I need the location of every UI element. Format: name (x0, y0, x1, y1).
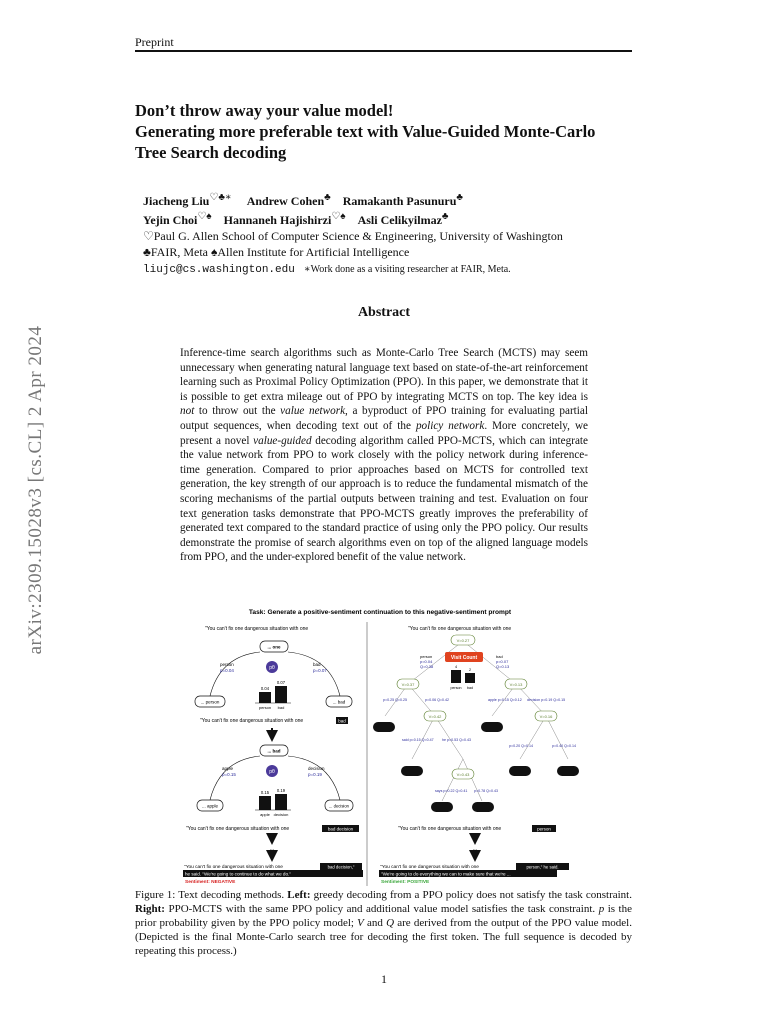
left-child-label: ... apple (201, 803, 219, 809)
left-final-token: bad decision," (327, 864, 355, 870)
leaf-node (472, 802, 494, 812)
abstract-emph: policy network (415, 419, 485, 432)
leaf-node (401, 766, 423, 776)
caption-bold: Left: (287, 889, 311, 901)
right-stat: said p=0.15 Q=0.47 (402, 738, 434, 742)
left-step2-token: bad decision (327, 826, 354, 832)
abstract-emph: not (180, 405, 195, 418)
arxiv-stamp (16, 290, 56, 690)
header-rule (135, 50, 632, 52)
title-line-1: Don’t throw away your value model! (135, 101, 394, 120)
left-opt-prob: p=0.19 (308, 772, 322, 777)
right-prompt: "You can't fix one dangerous situation with one (408, 626, 512, 632)
ellipsis: ... (269, 846, 275, 852)
left-final-line2: he said. "We're going to continue to do what we do." (185, 871, 291, 877)
visit-count-label: Visit Count (450, 655, 478, 661)
left-child-label: ... person (200, 699, 220, 705)
right-stat: p=0.06 Q=0.42 (425, 698, 449, 702)
bar-label: person (450, 686, 462, 690)
right-opt-label: person (420, 654, 433, 659)
leaf-node (557, 766, 579, 776)
right-final-token: person," he said. (526, 864, 559, 870)
left-opt-prob: p=0.04 (220, 668, 234, 673)
bar (275, 686, 287, 703)
right-opt-q: Q=0.13 (496, 664, 510, 669)
caption-bold: Right: (135, 903, 165, 915)
policy-label: pθ (269, 665, 275, 671)
bar-value: 2 (468, 668, 472, 672)
value-label: V=0.16 (539, 714, 553, 719)
caption-text: PPO-MCTS with the same PPO policy and additional value model satisfies the task constraint. (164, 903, 599, 915)
author-sup: ♣ (441, 211, 449, 222)
value-label: V=0.43 (456, 772, 470, 777)
bar-value: 4 (454, 665, 458, 669)
right-opt-label: bad (496, 654, 503, 659)
left-step1-prefix: "You can't fix one dangerous situation with one (200, 718, 304, 724)
author-name: Ramakanth Pasunuru (342, 194, 457, 208)
author-line-1 (143, 190, 563, 209)
author-line-2 (143, 209, 563, 228)
bar-value: 0.07 (276, 680, 286, 685)
author-name: Hannaneh Hajishirzi (223, 213, 332, 227)
left-opt-prob: p=0.07 (313, 668, 327, 673)
caption-label: Figure 1: (135, 889, 176, 901)
bar-value: 0.15 (260, 790, 270, 795)
right-stat: he p=0.53 Q=0.43 (442, 738, 471, 742)
caption-math: Q (386, 917, 395, 929)
bar-label: bad (467, 686, 473, 690)
author-name: Jiacheng Liu (143, 194, 210, 208)
left-opt-label: apple (222, 766, 234, 771)
bar-value: 0.19 (276, 788, 286, 793)
caption-text: and (363, 917, 387, 929)
left-step2-prefix: "You can't fix one dangerous situation with one (186, 826, 290, 832)
left-opt-prob: p=0.15 (222, 772, 236, 777)
right-stat: apple p=0.15 Q=0.12 (488, 698, 522, 702)
affiliation-2: ♣FAIR, Meta ♠Allen Institute for Artificial Intelligence (143, 245, 410, 259)
policy-label: pθ (269, 769, 275, 775)
right-stat: p=0.25 Q=0.25 (383, 698, 407, 702)
right-stat: decision p=0.19 Q=0.15 (527, 698, 566, 702)
bar (451, 670, 461, 683)
abstract-text: Inference-time search algorithms such as Monte-Carlo Tree Search (MCTS) may seem unnecessary when generating natural language text based on state-of-the-art reinforcement learning such as Proximal Policy Optimization (PPO). In this paper, we demonstrate that it is possible to get extra mileage out of PPO by integrating MCTS on top. The key idea is (180, 347, 588, 403)
left-final-prefix: "You can't fix one dangerous situation with one (184, 865, 283, 870)
caption-text: greedy decoding from a PPO policy does not satisfy the task constraint. (310, 889, 632, 901)
author-sup: ♡♠ (197, 211, 212, 222)
leaf-node (373, 722, 395, 732)
sentiment-negative: Sentiment: NEGATIVE (185, 880, 236, 885)
abstract-body (180, 346, 588, 565)
caption-math: p (598, 903, 605, 915)
right-opt-prob: p=0.04 (420, 659, 433, 664)
left-opt-label: decision (308, 766, 325, 771)
affiliation-1: ♡Paul G. Allen School of Computer Science & Engineering, University of Washington (143, 229, 563, 243)
right-stat: p=0.40 Q=0.14 (552, 744, 576, 748)
figure-1 (180, 604, 580, 888)
right-opt-q: Q=0.38 (420, 664, 434, 669)
right-step-prefix: "You can't fix one dangerous situation with one (398, 826, 502, 832)
right-step-token: person (537, 826, 551, 832)
right-opt-prob: p=0.07 (496, 659, 509, 664)
figure-caption (135, 888, 632, 958)
abstract-heading: Abstract (357, 305, 411, 320)
author-name: Andrew Cohen (246, 194, 325, 208)
bar-label: apple (260, 812, 270, 817)
abstract-text: , a byproduct of PPO training for evaluating partial output sequences, when decoding text out of the (180, 405, 588, 432)
author-sup: ♡♠ (331, 211, 346, 222)
leaf-node (431, 802, 453, 812)
author-block (143, 190, 563, 278)
leaf-node (481, 722, 503, 732)
caption-text: is the prior probability given by the PPO policy model; (135, 903, 632, 929)
left-prompt: "You can't fix one dangerous situation with one (205, 626, 309, 632)
bar (465, 673, 475, 683)
abstract-text: decoding algorithm called PPO-MCTS, which can integrate the value network from PPO to work closely with the policy network during inference-time generation. Compared to prior approaches based on MCTS for controlled text generation, the key strength of our approach is to reduce the fundamental mismatch of the scoring mechanisms of the partial outputs between training and test. Evaluation on four text generation tasks demonstrate that PPO-MCTS greatly improves the preferability of generated text compared to the standard practice of using only the PPO policy. Our results demonstrate the promise of search algorithms even on top of the aligned language models from PPO, and the under-explored benefit of the value network. (180, 434, 588, 564)
abstract-emph: value-guided (253, 434, 312, 447)
arxiv-id[interactable]: arXiv:2309.15028v3 [cs.CL] 2 Apr 2024 (25, 325, 46, 655)
value-label: V=0.42 (428, 714, 442, 719)
left-root-label: ... one (267, 644, 281, 650)
left-step1-token: bad (338, 718, 346, 724)
author-name: Asli Celikyilmaz (357, 213, 442, 227)
running-header: Preprint (135, 35, 174, 49)
abstract-emph: value network (280, 405, 346, 418)
bar (259, 692, 271, 703)
author-email[interactable]: liujc@cs.washington.edu (143, 264, 295, 276)
caption-text: Text decoding methods. (175, 889, 288, 901)
abstract-text: to throw out the (194, 405, 281, 418)
bar-label: person (258, 705, 272, 710)
sentiment-positive: Sentiment: POSITIVE (381, 880, 430, 885)
contact-line (143, 260, 563, 278)
abstract-text: . More concretely, we present a novel (180, 419, 588, 447)
paper-title (135, 100, 645, 163)
author-sup: ♡♣∗ (209, 192, 232, 203)
right-stat: p=0.20 Q=0.14 (509, 744, 533, 748)
caption-math: V (357, 917, 364, 929)
title-line-2: Generating more preferable text with Value-Guided Monte-Carlo (135, 122, 596, 141)
bar (275, 794, 287, 810)
leaf-node (509, 766, 531, 776)
right-stat: p=0.78 Q=0.43 (474, 789, 498, 793)
author-sup: ♣ (456, 192, 463, 203)
right-stat: says p=0.22 Q=0.41 (435, 789, 468, 793)
value-label: V=0.13 (509, 682, 523, 687)
right-final-line2: "We're going to do everything we can to make sure that we're ... (381, 871, 511, 877)
left-opt-label: person (220, 662, 234, 667)
author-footnote: ∗Work done as a visiting researcher at FAIR, Meta. (303, 264, 511, 275)
figure-task: Task: Generate a positive-sentiment continuation to this negative-sentiment prompt (248, 609, 512, 616)
left-root-label-2: ... bad (267, 748, 281, 754)
left-opt-label: bad (313, 662, 321, 667)
right-final-prefix: "You can't fix one dangerous situation with one (380, 865, 479, 870)
value-label: V=0.27 (456, 638, 470, 643)
title-line-3: Tree Search decoding (135, 143, 287, 162)
caption-text: are derived from the output of the PPO value model. (Depicted is the final Monte-Carlo search tree for decoding the first token. The full sequence is decoded by repeating this process.) (135, 917, 632, 957)
ellipsis: ... (472, 846, 478, 852)
figure-diagram (180, 604, 580, 888)
author-name: Yejin Choi (143, 213, 198, 227)
left-child-label: ... decision (328, 803, 350, 809)
value-label: V=0.37 (401, 682, 415, 687)
bar-label: bad (277, 705, 285, 710)
bar-label: decision (273, 812, 289, 817)
bar (259, 796, 271, 810)
bar-value: 0.04 (260, 686, 270, 691)
left-child-label: ... bad (332, 699, 346, 705)
author-sup: ♣ (324, 192, 331, 203)
page-number: 1 (381, 972, 387, 986)
